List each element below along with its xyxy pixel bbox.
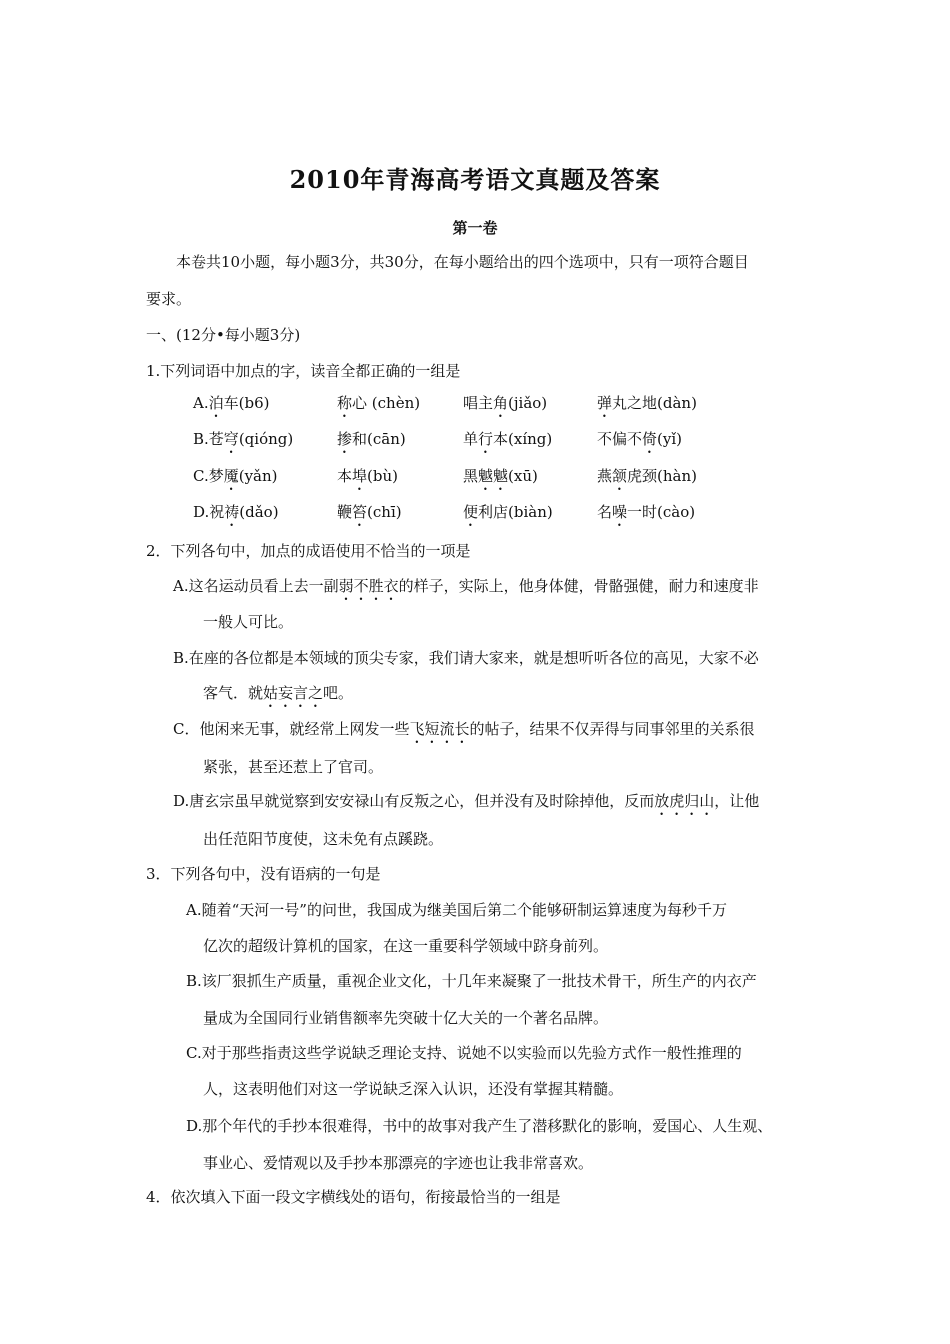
q2-option-c-line-1: C．他闲来无事，就经常上网发一些飞短流长的帖子，结果不仅弄得与同事邻里的关系很 <box>173 720 755 738</box>
part-heading: 第一卷 <box>452 219 498 237</box>
section-heading: 一、(12分•每小题3分) <box>146 326 301 344</box>
q3-option-b-line-1: B.该厂狠抓生产质量，重视企业文化，十几年来凝聚了一批技术骨干，所生产的内衣产 <box>186 972 757 990</box>
q3-option-d-line-2: 事业心、爱情观以及手抄本那漂亮的字迹也让我非常喜欢。 <box>203 1154 594 1172</box>
question-1-stem: 1.下列词语中加点的字，读音全都正确的一组是 <box>146 362 461 380</box>
intro-line-1: 本卷共10小题，每小题3分，共30分，在每小题给出的四个选项中，只有一项符合题目 <box>176 253 749 271</box>
document-title: 2010年青海高考语文真题及答案 <box>289 165 661 194</box>
q1-option-b-word-1: B.苍穹(qióng) <box>193 430 294 448</box>
q2-option-c-line-2: 紧张，甚至还惹上了官司。 <box>203 758 384 776</box>
q1-option-a-word-3: 唱主角(jiǎo) <box>463 394 548 412</box>
q2-option-d-line-1: D.唐玄宗虽早就觉察到安安禄山有反叛之心，但并没有及时除掉他，反而放虎归山，让他 <box>173 792 760 810</box>
q1-option-d-word-3: 便利店(biàn) <box>463 503 553 521</box>
q2-option-a-line-1: A.这名运动员看上去一副弱不胜衣的样子，实际上，他身体健，骨骼强健，耐力和速度非 <box>173 577 759 595</box>
q3-option-c-line-2: 人，这表明他们对这一学说缺乏深入认识，还没有掌握其精髓。 <box>203 1080 624 1098</box>
q2-option-a-line-2: 一般人可比。 <box>203 613 294 631</box>
q3-option-d-line-1: D.那个年代的手抄本很难得，书中的故事对我产生了潜移默化的影响，爱国心、人生观、 <box>186 1117 773 1135</box>
q1-option-b-word-2: 掺和(cān) <box>337 430 406 448</box>
q1-option-c-word-2: 本埠(bù) <box>337 467 398 485</box>
q1-option-a-word-2: 称心 (chèn) <box>337 394 421 412</box>
q1-option-d-word-1: D.祝祷(dǎo) <box>193 503 279 521</box>
question-3-stem: 3．下列各句中，没有语病的一句是 <box>146 865 381 883</box>
q3-option-c-line-1: C.对于那些指责这些学说缺乏理论支持、说她不以实验而以先验方式作一般性推理的 <box>186 1044 742 1062</box>
q3-option-a-line-2: 亿次的超级计算机的国家，在这一重要科学领域中跻身前列。 <box>203 937 609 955</box>
q1-option-a-word-1: A.泊车(b6) <box>193 394 270 412</box>
question-2-stem: 2．下列各句中，加点的成语使用不恰当的一项是 <box>146 542 471 560</box>
q1-option-d-word-4: 名噪一时(cào) <box>597 503 696 521</box>
q2-option-b-line-2: 客气．就姑妄言之吧。 <box>203 684 354 702</box>
q1-option-c-word-4: 燕颔虎颈(hàn) <box>597 467 697 485</box>
q2-option-b-line-1: B.在座的各位都是本领域的顶尖专家，我们请大家来，就是想听听各位的高见，大家不必 <box>173 649 759 667</box>
q3-option-a-line-1: A.随着“天河一号”的问世，我国成为继美国后第二个能够研制运算速度为每秒千万 <box>186 901 727 919</box>
q1-option-b-word-4: 不偏不倚(yǐ) <box>597 430 683 448</box>
q3-option-b-line-2: 量成为全国同行业销售额率先突破十亿大关的一个著名品牌。 <box>203 1009 609 1027</box>
q2-option-d-line-2: 出任范阳节度使，这未免有点蹊跷。 <box>203 830 444 848</box>
intro-line-2: 要求。 <box>146 290 192 308</box>
q1-option-b-word-3: 单行本(xíng) <box>463 430 553 448</box>
q1-option-a-word-4: 弹丸之地(dàn) <box>597 394 697 412</box>
q1-option-d-word-2: 鞭笞(chī) <box>337 503 402 521</box>
q1-option-c-word-3: 黑魆魆(xū) <box>463 467 538 485</box>
q1-option-c-word-1: C.梦魇(yǎn) <box>193 467 278 485</box>
question-4-stem: 4．依次填入下面一段文字横线处的语句，衔接最恰当的一组是 <box>146 1188 561 1206</box>
